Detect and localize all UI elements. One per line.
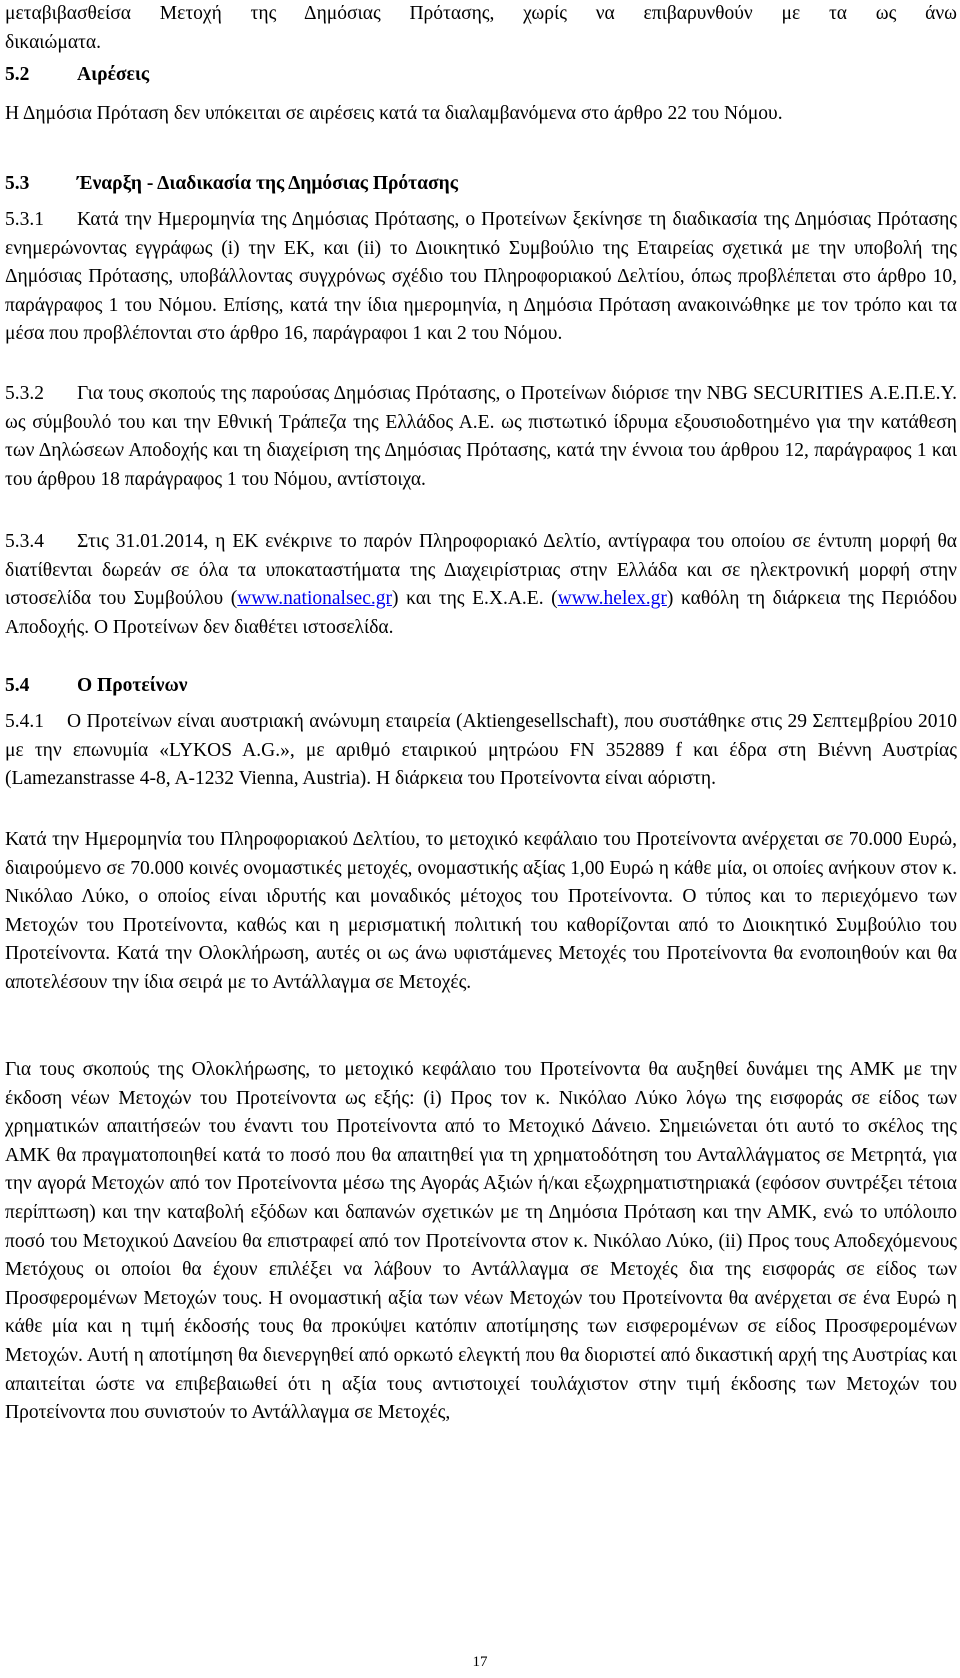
paragraph-number: 5.3.2 xyxy=(5,383,44,404)
paragraph-5-3-2 xyxy=(5,380,957,494)
paragraph-text-c: ) καθόλη τη διάρκεια της Περιόδου Αποδοχής. Ο Προτείνων δεν διαθέτει ιστοσελίδα. xyxy=(5,588,957,638)
section-title: Αιρέσεις xyxy=(77,64,150,85)
paragraph-5-3-1 xyxy=(5,206,957,349)
intro-line-2: δικαιώματα. xyxy=(5,31,101,53)
paragraph-number: 5.3.4 xyxy=(5,531,44,552)
intro-line-1: μεταβιβασθείσα Μετοχή της Δημόσιας Πρότασης, χωρίς να επιβαρυνθούν με τα ως άνω xyxy=(5,3,957,24)
section-title: Ο Προτείνων xyxy=(77,675,188,696)
paragraph-text: Κατά την Ημερομηνία της Δημόσιας Πρότασης, ο Προτείνων ξεκίνησε τη διαδικασία της Δημόσιας Πρότασης ενημερώνοντας εγγράφως (i) την ΕΚ, και (ii) το Διοικητικό Συμβούλιο της Εταιρείας σχετικά με την υποβολή της Δημόσιας Πρότασης, υποβάλλοντας συγχρόνως σχέδιο του Πληροφοριακού Δελτίου, όπως προβλέπεται στο άρθρο 10, παράγραφος 1 του Νόμου. Επίσης, κατά την ίδια ημερομηνία, η Δημόσια Πρόταση ανακοινώθηκε με τον τρόπο και τα μέσα που προβλέπονται στο άρθρο 16, παράγραφοι 1 και 2 του Νόμου. xyxy=(5,209,957,345)
paragraph-text-b: ) και της Ε.Χ.Α.Ε. ( xyxy=(391,588,558,610)
helex-link[interactable]: www.helex.gr xyxy=(557,588,667,610)
nationalsec-link[interactable]: www.nationalsec.gr xyxy=(237,588,392,610)
paragraph-text: Ο Προτείνων είναι αυστριακή ανώνυμη εταιρεία (Aktiengesellschaft), που συστάθηκε στις 29 Σεπτεμβρίου 2010 με την επωνυμία «LYKOS A.G.», με αριθμό εταιρικού μητρώου FN 352889 f και έδρα στη Βιέννη Αυστρίας (Lamezanstrasse 4-8, A-1232 Vienna, Austria). Η διάρκεια του Προτείνοντα είναι αόριστη. xyxy=(5,711,957,790)
page-number: 17 xyxy=(472,1654,488,1670)
intro-paragraph xyxy=(5,0,957,57)
section-heading-5-4 xyxy=(5,672,957,701)
paragraph-5-3-4 xyxy=(5,528,957,642)
paragraph-text-a: Στις 31.01.2014, η ΕΚ ενέκρινε το παρόν Πληροφοριακό Δελτίο, αντίγραφα του οποίου σε έντυπη μορφή θα διατίθενται δωρεάν σε όλα τα υποκαταστήματα της Διαχειρίστριας στην Ελλάδα και σε ηλεκτρονική μορφή στην ιστοσελίδα του Συμβούλου ( xyxy=(5,531,957,610)
section-number: 5.2 xyxy=(5,64,30,85)
paragraph-completion: Για τους σκοπούς της Ολοκλήρωσης, το μετοχικό κεφάλαιο του Προτείνοντα θα αυξηθεί δυνάμει της ΑΜΚ με την έκδοση νέων Μετοχών του Προτείνοντα ως εξής: (i) Προς τον κ. Νικόλαο Λύκο λόγω της εισφοράς σε είδος των χρηματικών απαιτήσεών του έναντι του Προτείνοντα από το Μετοχικό Δάνειο. Σημειώνεται ότι αυτό το σκέλος της ΑΜΚ θα πραγματοποιηθεί κατά το ποσό που θα απαιτηθεί για τη χρηματοδότηση του Ανταλλάγματος σε Μετρητά, για την αγορά Μετοχών από τον Προτείνοντα μέσω της Αγοράς Αξιών ή/και εξωχρηματιστηριακά (εφόσον συντρέξει τέτοια περίπτωση) και την καταβολή εξόδων και δαπανών σχετικών με τη Δημόσια Πρόταση και την ΑΜΚ, ενώ το υπόλοιπο ποσό του Μετοχικού Δανείου θα επιστραφεί από τον Προτείνοντα στον κ. Νικόλαο Λύκο, (ii) Προς τους Αποδεχόμενους Μετόχους οι οποίοι θα έχουν επιλέξει να λάβουν το Αντάλλαγμα σε Μετοχές δια της εισφοράς σε είδος των Προσφερομένων Μετοχών τους. Η ονομαστική αξία των νέων Μετοχών του Προτείνοντα θα ανέρχεται σε ένα Ευρώ η κάθε μία και η τιμή έκδοσής τους θα προκύψει κατόπιν αποτίμησης των εισφερομένων σε είδος Προσφερομένων Μετοχών. Αυτή η αποτίμηση θα διενεργηθεί από ορκωτό ελεγκτή που θα διοριστεί από δικαστική αρχή της Αυστρίας και απαιτείται ώστε να επιβεβαιωθεί ότι η αξία τους αντιστοιχεί τουλάχιστον στην τιμή έκδοσης των Μετοχών του Προτείνοντα που συνιστούν το Αντάλλαγμα σε Μετοχές, xyxy=(5,1059,957,1424)
paragraph-number: 5.3.1 xyxy=(5,209,44,230)
paragraph-number: 5.4.1 xyxy=(5,711,44,732)
section-heading-5-2 xyxy=(5,61,957,90)
paragraph-5-2: Η Δημόσια Πρόταση δεν υπόκειται σε αιρέσεις κατά τα διαλαμβανόμενα στο άρθρο 22 του Νόμου. xyxy=(5,103,783,124)
section-title: Έναρξη - Διαδικασία της Δημόσιας Πρότασης xyxy=(77,173,458,194)
paragraph-5-4-1 xyxy=(5,708,957,794)
paragraph-share-capital: Κατά την Ημερομηνία του Πληροφοριακού Δελτίου, το μετοχικό κεφάλαιο του Προτείνοντα ανέρχεται σε 70.000 Ευρώ, διαιρούμενο σε 70.000 κοινές ονομαστικές μετοχές, ονομαστικής αξίας 1,00 Ευρώ η κάθε μία, οι οποίες ανήκουν στον κ. Νικόλαο Λύκο, ο οποίος είναι ιδρυτής και μοναδικός μέτοχος του Προτείνοντα. Ο τύπος και το περιεχόμενο των Μετοχών του Προτείνοντα, καθώς και η μερισματική πολιτική του καθορίζονται από το Διοικητικό Συμβούλιο του Προτείνοντα. Κατά την Ολοκλήρωση, αυτές οι ως άνω υφιστάμενες Μετοχές του Προτείνοντα θα ενοποιηθούν και θα αποτελέσουν την ίδια σειρά με το Αντάλλαγμα σε Μετοχές. xyxy=(5,829,957,993)
section-number: 5.4 xyxy=(5,675,30,696)
paragraph-text: Για τους σκοπούς της παρούσας Δημόσιας Πρότασης, ο Προτείνων διόρισε την NBG SECURITIES Α.Ε.Π.Ε.Υ. ως σύμβουλό του και την Εθνική Τράπεζα της Ελλάδος Α.Ε. ως πιστωτικό ίδρυμα εξουσιοδοτημένο για την κατάθεση των Δηλώσεων Αποδοχής και τη διαχείριση της Δημόσιας Πρότασης, κατά την έννοια του άρθρου 12, παράγραφος 1 και του άρθρου 18 παράγραφος 1 του Νόμου, αντίστοιχα. xyxy=(5,383,957,490)
section-heading-5-3 xyxy=(5,170,957,199)
section-number: 5.3 xyxy=(5,173,30,194)
